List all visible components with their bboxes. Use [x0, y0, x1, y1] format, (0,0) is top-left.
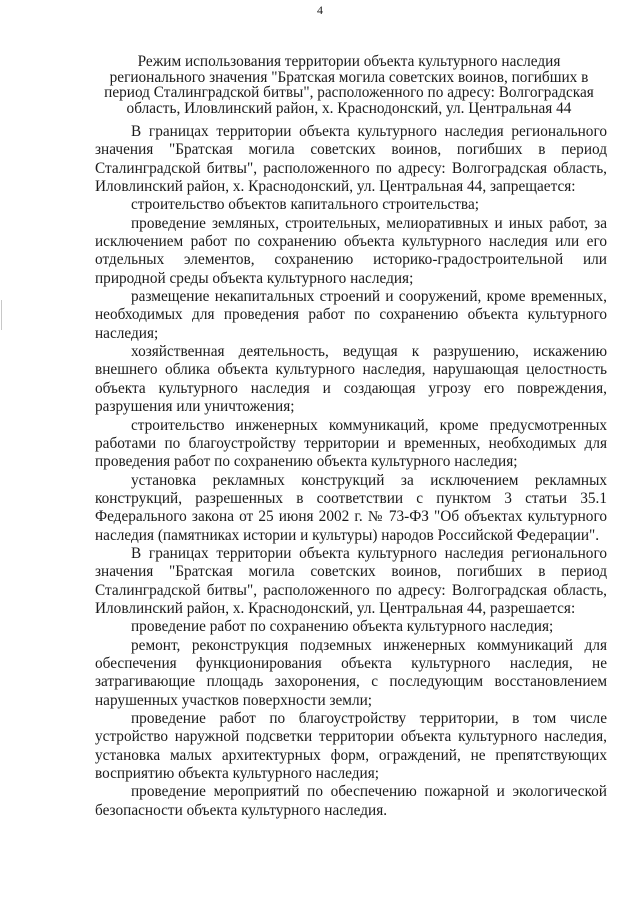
page-number: 4 [317, 3, 323, 17]
list-item: строительство инженерных коммуникаций, кроме предусмотренных работами по благоустройству территории и временных, необходимых для проведения работ по сохранению объекта культурного наследия; [95, 416, 607, 471]
paragraph-prohibited-intro: В границах территории объекта культурного наследия регионального значения "Братская могила советских воинов, погибших в период Сталинградской битвы", расположенного по адресу: Волгоградская область, Иловлинский район, х. Краснодонский, ул. Центральная 44, запрещается: [95, 123, 607, 196]
list-item: хозяйственная деятельность, ведущая к разрушению, искажению внешнего облика объекта культурного наследия, нарушающая целостность объекта культурного наследия и создающая угрозу его повреждения, разрушения или уничтожения; [95, 343, 607, 416]
document-body [95, 123, 607, 820]
list-item: строительство объектов капитального строительства; [131, 196, 479, 214]
paragraph-allowed-intro: В границах территории объекта культурного наследия регионального значения "Братская могила советских воинов, погибших в период Сталинградской битвы", расположенного по адресу: Волгоградская область, Иловлинский район, х. Краснодонский, ул. Центральная 44, разрешается: [95, 544, 607, 617]
list-item: установка рекламных конструкций за исключением рекламных конструкций, разрешенных в соответствии с пунктом 3 статьи 35.1 Федерального закона от 25 июня 2002 г. № 73-ФЗ "Об объектах культурного наследия (памятниках истории и культуры) народов Российской Федерации". [95, 471, 607, 544]
list-item: ремонт, реконструкция подземных инженерных коммуникаций для обеспечения функционирования объекта культурного наследия, не затрагивающие площадь захоронения, с последующим восстановлением нарушенных участков поверхности земли; [95, 636, 607, 709]
list-item: размещение некапитальных строений и сооружений, кроме временных, необходимых для проведения работ по сохранению объекта культурного наследия; [95, 288, 607, 342]
list-item: проведение мероприятий по обеспечению пожарной и экологической безопасности объекта культурного наследия. [95, 783, 607, 819]
list-item: проведение работ по сохранению объекта культурного наследия; [131, 618, 554, 636]
list-item: проведение земляных, строительных, мелиоративных и иных работ, за исключением работ по сохранению объекта культурного наследия или его отдельных элементов, сохранению историко-градостроительной или природной среды объекта культурного наследия; [95, 214, 607, 287]
document-title: Режим использования территории объекта культурного наследия регионального значения "Братская могила советских воинов, погибших в период Сталинградской битвы", расположенного по адресу: Волгоградская область, Иловлинский район, х. Краснодонский, ул. Центральная 44 [104, 53, 594, 117]
scan-edge-mark [1, 300, 4, 330]
list-item: проведение работ по благоустройству территории, в том числе устройство наружной подсветки территории объекта культурного наследия, установка малых архитектурных форм, ограждений, не препятствующих восприятию объекта культурного наследия; [95, 710, 607, 783]
